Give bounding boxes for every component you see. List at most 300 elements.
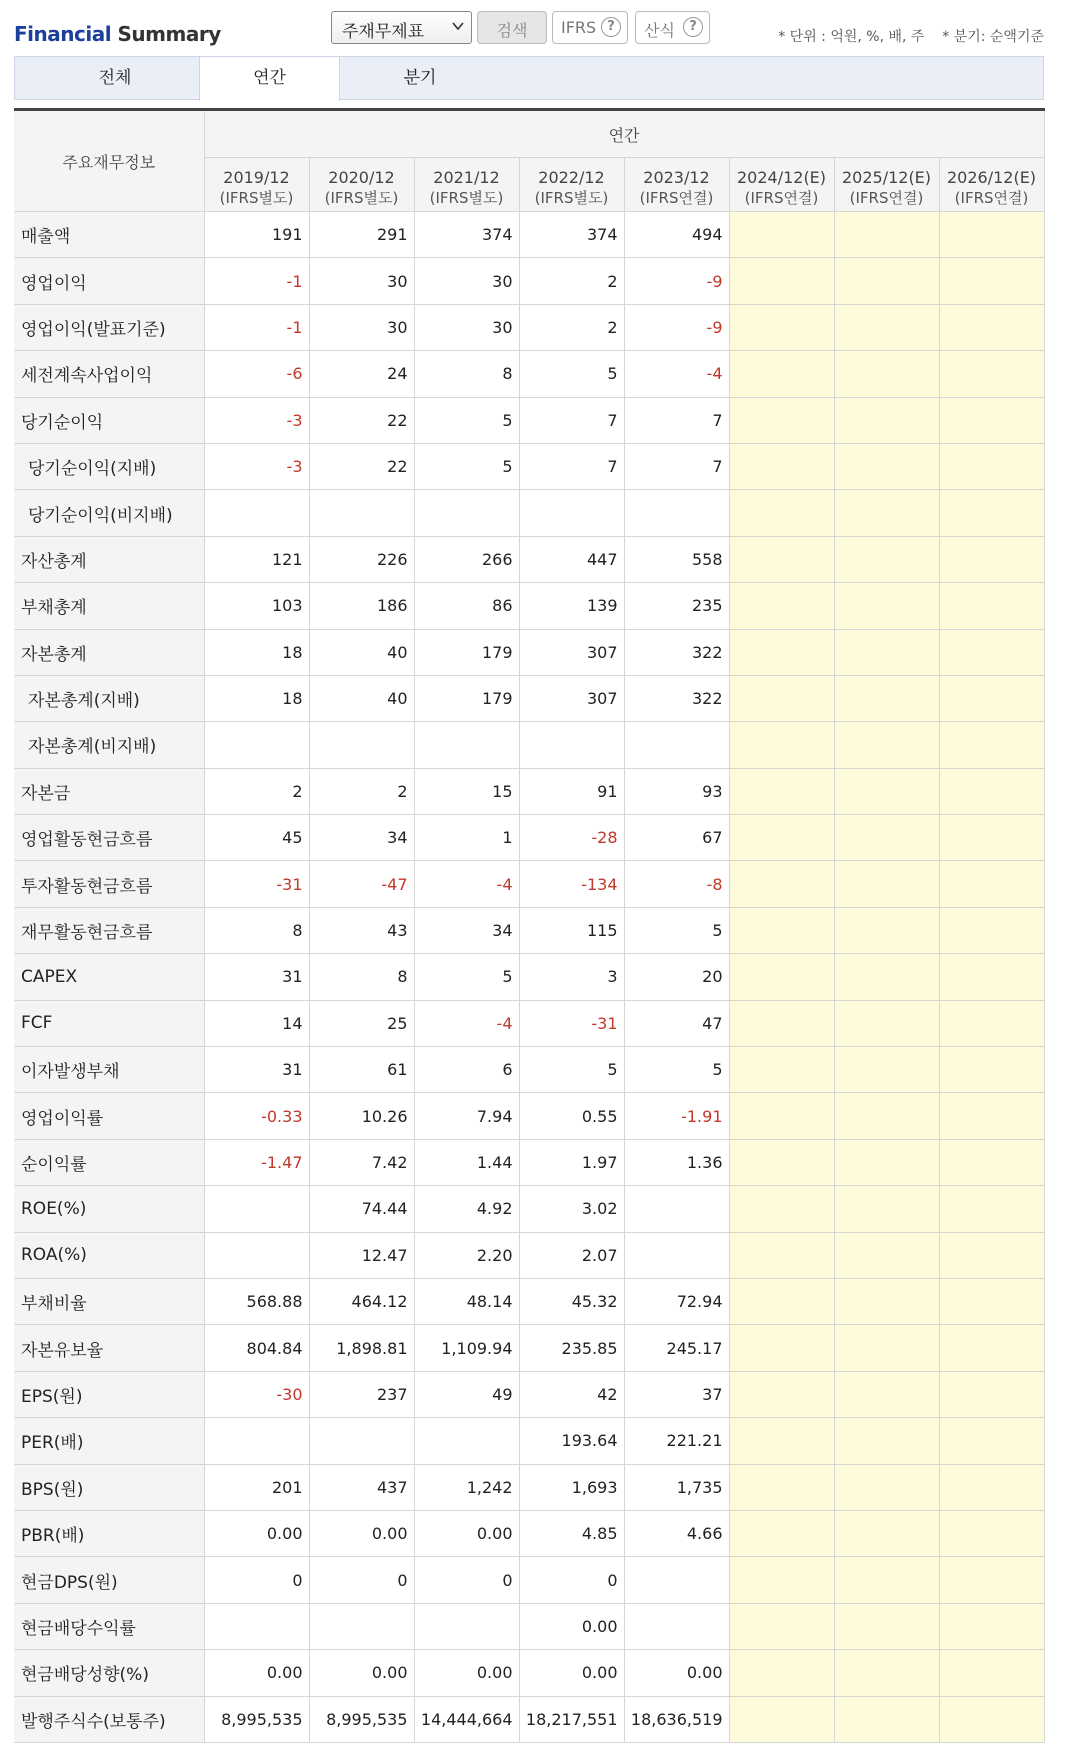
table-cell bbox=[834, 258, 939, 304]
table-cell: 74.44 bbox=[309, 1186, 414, 1232]
table-cell bbox=[519, 722, 624, 768]
table-cell bbox=[834, 304, 939, 350]
table-cell bbox=[204, 1418, 309, 1464]
question-icon: ? bbox=[683, 17, 703, 37]
table-cell bbox=[939, 861, 1044, 907]
table-cell bbox=[834, 1278, 939, 1324]
table-cell: 494 bbox=[624, 212, 729, 258]
table-cell: 4.66 bbox=[624, 1510, 729, 1556]
table-cell: 45.32 bbox=[519, 1278, 624, 1324]
table-row bbox=[14, 1418, 1044, 1464]
table-cell bbox=[729, 490, 834, 536]
table-cell: 0.00 bbox=[519, 1603, 624, 1649]
table-cell bbox=[939, 629, 1044, 675]
header-bar bbox=[14, 8, 1044, 48]
table-cell: 1.97 bbox=[519, 1139, 624, 1185]
table-cell bbox=[624, 722, 729, 768]
table-row bbox=[14, 1371, 1044, 1417]
table-cell bbox=[834, 1696, 939, 1742]
table-cell bbox=[519, 490, 624, 536]
table-cell: 2 bbox=[519, 304, 624, 350]
table-cell bbox=[414, 490, 519, 536]
table-cell: 237 bbox=[309, 1371, 414, 1417]
table-cell bbox=[939, 1278, 1044, 1324]
table-cell: 30 bbox=[309, 258, 414, 304]
table-cell bbox=[939, 397, 1044, 443]
table-cell bbox=[939, 1232, 1044, 1278]
table-cell bbox=[309, 722, 414, 768]
row-label: ROE(%) bbox=[14, 1186, 204, 1232]
table-cell: 0.00 bbox=[309, 1510, 414, 1556]
table-cell bbox=[729, 1418, 834, 1464]
table-cell bbox=[834, 1418, 939, 1464]
table-cell: 5 bbox=[519, 1047, 624, 1093]
table-cell bbox=[729, 629, 834, 675]
table-cell bbox=[204, 722, 309, 768]
table-cell: 42 bbox=[519, 1371, 624, 1417]
table-cell bbox=[414, 722, 519, 768]
table-cell: 186 bbox=[309, 583, 414, 629]
table-cell bbox=[834, 1186, 939, 1232]
table-cell bbox=[939, 768, 1044, 814]
table-cell bbox=[729, 1000, 834, 1046]
table-cell: 31 bbox=[204, 1047, 309, 1093]
table-cell: 291 bbox=[309, 212, 414, 258]
table-cell bbox=[939, 815, 1044, 861]
table-cell: -8 bbox=[624, 861, 729, 907]
row-label: 자본총계(비지배) bbox=[14, 722, 204, 768]
table-cell bbox=[729, 1139, 834, 1185]
table-cell: 226 bbox=[309, 536, 414, 582]
column-basis: (IFRS연결) bbox=[744, 189, 819, 207]
table-cell bbox=[834, 1139, 939, 1185]
table-cell bbox=[729, 954, 834, 1000]
table-cell: 18 bbox=[204, 675, 309, 721]
table-cell bbox=[729, 583, 834, 629]
tab-quarterly[interactable]: 분기 bbox=[403, 68, 437, 88]
table-cell bbox=[939, 907, 1044, 953]
table-cell bbox=[729, 1232, 834, 1278]
table-cell: 1,898.81 bbox=[309, 1325, 414, 1371]
table-row bbox=[14, 212, 1044, 258]
table-row bbox=[14, 351, 1044, 397]
ifrs-button[interactable] bbox=[552, 11, 628, 44]
table-cell: 0.55 bbox=[519, 1093, 624, 1139]
table-cell: 437 bbox=[309, 1464, 414, 1510]
table-cell bbox=[624, 1186, 729, 1232]
table-cell: -1 bbox=[204, 258, 309, 304]
table-cell bbox=[834, 1464, 939, 1510]
table-cell: 8 bbox=[204, 907, 309, 953]
ifrs-label: IFRS bbox=[561, 18, 597, 37]
table-cell: 4.92 bbox=[414, 1186, 519, 1232]
tab-annual[interactable]: 연간 bbox=[199, 57, 340, 101]
column-year: 2026/12(E) bbox=[946, 168, 1037, 187]
table-cell bbox=[834, 815, 939, 861]
table-cell bbox=[729, 815, 834, 861]
table-cell: 14 bbox=[204, 1000, 309, 1046]
table-cell: 86 bbox=[414, 583, 519, 629]
table-row bbox=[14, 536, 1044, 582]
table-row bbox=[14, 443, 1044, 489]
table-cell bbox=[729, 443, 834, 489]
table-cell: 34 bbox=[414, 907, 519, 953]
table-cell: 235 bbox=[624, 583, 729, 629]
table-cell: 14,444,664 bbox=[414, 1696, 519, 1742]
table-cell: 5 bbox=[414, 954, 519, 1000]
table-cell: 7 bbox=[519, 397, 624, 443]
table-cell bbox=[729, 1047, 834, 1093]
table-row bbox=[14, 583, 1044, 629]
table-cell bbox=[729, 397, 834, 443]
table-cell bbox=[939, 583, 1044, 629]
table-cell bbox=[729, 861, 834, 907]
table-cell: 201 bbox=[204, 1464, 309, 1510]
table-cell: 93 bbox=[624, 768, 729, 814]
column-basis: (IFRS연결) bbox=[954, 189, 1029, 207]
table-row bbox=[14, 815, 1044, 861]
table-cell bbox=[834, 1603, 939, 1649]
table-cell: -9 bbox=[624, 304, 729, 350]
table-cell bbox=[729, 1696, 834, 1742]
row-label: 당기순이익(비지배) bbox=[14, 490, 204, 536]
table-cell bbox=[729, 1093, 834, 1139]
period-tabs bbox=[14, 56, 1044, 100]
table-cell bbox=[624, 1557, 729, 1603]
table-cell bbox=[834, 768, 939, 814]
table-body bbox=[14, 212, 1044, 1743]
table-cell: 5 bbox=[414, 397, 519, 443]
row-label: 당기순이익(지배) bbox=[14, 443, 204, 489]
table-cell: 8,995,535 bbox=[309, 1696, 414, 1742]
annual-group-header: 연간 bbox=[204, 110, 1044, 158]
table-cell: 67 bbox=[624, 815, 729, 861]
table-cell: -4 bbox=[414, 861, 519, 907]
chevron-down-icon bbox=[451, 19, 465, 33]
table-cell: 193.64 bbox=[519, 1418, 624, 1464]
title-summary: Summary bbox=[117, 22, 221, 46]
table-cell: -0.33 bbox=[204, 1093, 309, 1139]
table-cell: 15 bbox=[414, 768, 519, 814]
table-cell bbox=[729, 1650, 834, 1696]
table-cell bbox=[939, 212, 1044, 258]
table-cell bbox=[834, 212, 939, 258]
table-cell bbox=[204, 1603, 309, 1649]
statement-type-value: 주재무제표 bbox=[342, 22, 425, 42]
table-row bbox=[14, 722, 1044, 768]
table-cell: 8 bbox=[309, 954, 414, 1000]
table-cell bbox=[729, 1186, 834, 1232]
table-cell bbox=[729, 258, 834, 304]
table-cell bbox=[939, 675, 1044, 721]
row-label: BPS(원) bbox=[14, 1464, 204, 1510]
table-cell: 266 bbox=[414, 536, 519, 582]
column-year: 2020/12 bbox=[328, 168, 395, 187]
table-cell: -30 bbox=[204, 1371, 309, 1417]
table-cell bbox=[834, 490, 939, 536]
table-cell bbox=[939, 1510, 1044, 1556]
row-label: PBR(배) bbox=[14, 1510, 204, 1556]
table-row bbox=[14, 954, 1044, 1000]
table-cell: -28 bbox=[519, 815, 624, 861]
table-cell bbox=[939, 304, 1044, 350]
table-cell: 7.94 bbox=[414, 1093, 519, 1139]
table-cell: 18,636,519 bbox=[624, 1696, 729, 1742]
table-cell bbox=[729, 1510, 834, 1556]
table-cell: 91 bbox=[519, 768, 624, 814]
table-cell: -4 bbox=[414, 1000, 519, 1046]
column-header bbox=[204, 158, 309, 212]
column-basis: (IFRS별도) bbox=[324, 189, 399, 207]
row-label: PER(배) bbox=[14, 1418, 204, 1464]
table-cell: -9 bbox=[624, 258, 729, 304]
table-cell bbox=[834, 629, 939, 675]
table-cell: 221.21 bbox=[624, 1418, 729, 1464]
table-cell: 31 bbox=[204, 954, 309, 1000]
row-label: 투자활동현금흐름 bbox=[14, 861, 204, 907]
row-label: 현금배당성향(%) bbox=[14, 1650, 204, 1696]
units-note: * 단위 : 억원, %, 배, 주 * 분기: 순액기준 bbox=[778, 29, 1044, 45]
table-row bbox=[14, 1186, 1044, 1232]
table-cell: -1 bbox=[204, 304, 309, 350]
table-cell: 191 bbox=[204, 212, 309, 258]
table-cell bbox=[729, 675, 834, 721]
table-cell: 0.00 bbox=[309, 1650, 414, 1696]
table-cell: 12.47 bbox=[309, 1232, 414, 1278]
row-label: 자본금 bbox=[14, 768, 204, 814]
table-row bbox=[14, 1325, 1044, 1371]
table-cell bbox=[834, 1000, 939, 1046]
table-cell: 0 bbox=[519, 1557, 624, 1603]
table-cell bbox=[939, 1093, 1044, 1139]
table-cell bbox=[729, 304, 834, 350]
table-cell bbox=[834, 1650, 939, 1696]
table-cell: 322 bbox=[624, 629, 729, 675]
row-label: 영업이익 bbox=[14, 258, 204, 304]
title-financial: Financial bbox=[14, 22, 112, 46]
table-cell: 7 bbox=[624, 443, 729, 489]
table-cell bbox=[834, 861, 939, 907]
table-cell: 47 bbox=[624, 1000, 729, 1046]
table-cell: 3.02 bbox=[519, 1186, 624, 1232]
table-cell: 61 bbox=[309, 1047, 414, 1093]
table-cell: 40 bbox=[309, 675, 414, 721]
table-cell bbox=[939, 536, 1044, 582]
row-label: 이자발생부채 bbox=[14, 1047, 204, 1093]
formula-label: 산식 bbox=[644, 21, 675, 40]
table-cell bbox=[939, 443, 1044, 489]
table-cell: 0 bbox=[204, 1557, 309, 1603]
table-cell bbox=[939, 954, 1044, 1000]
table-cell: 2 bbox=[309, 768, 414, 814]
table-cell bbox=[939, 1047, 1044, 1093]
table-cell bbox=[834, 583, 939, 629]
table-cell: 7.42 bbox=[309, 1139, 414, 1185]
column-year: 2022/12 bbox=[538, 168, 605, 187]
table-row bbox=[14, 1278, 1044, 1324]
table-cell: 18,217,551 bbox=[519, 1696, 624, 1742]
table-row bbox=[14, 1464, 1044, 1510]
table-cell: 2 bbox=[519, 258, 624, 304]
table-cell bbox=[834, 443, 939, 489]
table-cell: 7 bbox=[624, 397, 729, 443]
formula-button[interactable] bbox=[635, 11, 710, 44]
column-header bbox=[414, 158, 519, 212]
table-cell: 25 bbox=[309, 1000, 414, 1046]
table-cell bbox=[834, 1047, 939, 1093]
corner-header: 주요재무정보 bbox=[14, 110, 204, 212]
column-header bbox=[519, 158, 624, 212]
tab-all[interactable]: 전체 bbox=[98, 68, 132, 88]
table-cell: 374 bbox=[414, 212, 519, 258]
table-cell: 0.00 bbox=[204, 1650, 309, 1696]
table-cell: 558 bbox=[624, 536, 729, 582]
table-cell bbox=[624, 1232, 729, 1278]
table-cell: 103 bbox=[204, 583, 309, 629]
table-cell: 18 bbox=[204, 629, 309, 675]
financial-table bbox=[14, 108, 1045, 1743]
table-cell: 8,995,535 bbox=[204, 1696, 309, 1742]
table-cell: 22 bbox=[309, 397, 414, 443]
table-row bbox=[14, 629, 1044, 675]
table-cell: 30 bbox=[309, 304, 414, 350]
column-header bbox=[939, 158, 1044, 212]
table-cell: 307 bbox=[519, 675, 624, 721]
row-label: 발행주식수(보통주) bbox=[14, 1696, 204, 1742]
table-cell: 5 bbox=[414, 443, 519, 489]
table-cell bbox=[414, 1418, 519, 1464]
table-cell: 1.36 bbox=[624, 1139, 729, 1185]
table-cell: 0.00 bbox=[414, 1650, 519, 1696]
row-label: 자본총계(지배) bbox=[14, 675, 204, 721]
table-cell bbox=[834, 1371, 939, 1417]
table-cell: 3 bbox=[519, 954, 624, 1000]
table-cell bbox=[834, 1510, 939, 1556]
table-cell bbox=[834, 1093, 939, 1139]
table-row bbox=[14, 675, 1044, 721]
table-cell: 6 bbox=[414, 1047, 519, 1093]
table-cell: -4 bbox=[624, 351, 729, 397]
table-cell: 179 bbox=[414, 675, 519, 721]
table-row bbox=[14, 768, 1044, 814]
page-title bbox=[14, 22, 221, 46]
table-row bbox=[14, 397, 1044, 443]
table-row bbox=[14, 304, 1044, 350]
table-cell bbox=[939, 1418, 1044, 1464]
table-cell: 5 bbox=[519, 351, 624, 397]
column-basis: (IFRS연결) bbox=[849, 189, 924, 207]
table-cell: 464.12 bbox=[309, 1278, 414, 1324]
table-cell bbox=[309, 1418, 414, 1464]
table-cell: 804.84 bbox=[204, 1325, 309, 1371]
row-label: 영업이익(발표기준) bbox=[14, 304, 204, 350]
table-cell: 2.07 bbox=[519, 1232, 624, 1278]
table-cell: 0 bbox=[309, 1557, 414, 1603]
table-cell: 1,242 bbox=[414, 1464, 519, 1510]
table-cell bbox=[729, 768, 834, 814]
table-cell bbox=[834, 351, 939, 397]
table-cell: 1 bbox=[414, 815, 519, 861]
statement-type-select[interactable] bbox=[331, 11, 472, 44]
table-row bbox=[14, 1696, 1044, 1742]
table-cell: 568.88 bbox=[204, 1278, 309, 1324]
column-basis: (IFRS연결) bbox=[639, 189, 714, 207]
table-cell bbox=[939, 351, 1044, 397]
row-label: 현금DPS(원) bbox=[14, 1557, 204, 1603]
table-cell bbox=[834, 536, 939, 582]
table-cell: 179 bbox=[414, 629, 519, 675]
table-cell bbox=[309, 1603, 414, 1649]
table-cell: 1,109.94 bbox=[414, 1325, 519, 1371]
table-cell: 0.00 bbox=[414, 1510, 519, 1556]
table-cell: 307 bbox=[519, 629, 624, 675]
row-label: 부채비율 bbox=[14, 1278, 204, 1324]
table-cell: 0.00 bbox=[519, 1650, 624, 1696]
table-cell bbox=[939, 1650, 1044, 1696]
table-cell bbox=[939, 1186, 1044, 1232]
table-cell: 20 bbox=[624, 954, 729, 1000]
row-label: 현금배당수익률 bbox=[14, 1603, 204, 1649]
table-cell: 40 bbox=[309, 629, 414, 675]
table-cell bbox=[729, 1557, 834, 1603]
table-cell bbox=[204, 490, 309, 536]
table-cell bbox=[939, 1464, 1044, 1510]
column-header bbox=[729, 158, 834, 212]
table-cell bbox=[939, 258, 1044, 304]
table-row bbox=[14, 1047, 1044, 1093]
table-cell: 5 bbox=[624, 1047, 729, 1093]
table-cell: -134 bbox=[519, 861, 624, 907]
table-row bbox=[14, 258, 1044, 304]
column-year: 2024/12(E) bbox=[736, 168, 827, 187]
row-label: FCF bbox=[14, 1000, 204, 1046]
table-cell: 30 bbox=[414, 304, 519, 350]
table-cell bbox=[834, 722, 939, 768]
search-button[interactable]: 검색 bbox=[477, 11, 547, 44]
table-cell bbox=[729, 1371, 834, 1417]
table-row bbox=[14, 1603, 1044, 1649]
table-cell bbox=[729, 536, 834, 582]
table-cell: -3 bbox=[204, 397, 309, 443]
column-basis: (IFRS별도) bbox=[534, 189, 609, 207]
table-row bbox=[14, 490, 1044, 536]
table-cell: 8 bbox=[414, 351, 519, 397]
table-row bbox=[14, 1000, 1044, 1046]
table-cell: 45 bbox=[204, 815, 309, 861]
table-cell bbox=[939, 1325, 1044, 1371]
table-cell: 0.00 bbox=[204, 1510, 309, 1556]
table-row bbox=[14, 1650, 1044, 1696]
table-cell bbox=[939, 1603, 1044, 1649]
table-cell bbox=[729, 1464, 834, 1510]
table-cell bbox=[834, 1232, 939, 1278]
row-label: 순이익률 bbox=[14, 1139, 204, 1185]
table-cell bbox=[624, 490, 729, 536]
table-cell bbox=[939, 1139, 1044, 1185]
column-year: 2019/12 bbox=[223, 168, 290, 187]
table-cell: 139 bbox=[519, 583, 624, 629]
column-header bbox=[624, 158, 729, 212]
table-cell: 0 bbox=[414, 1557, 519, 1603]
table-cell: 4.85 bbox=[519, 1510, 624, 1556]
table-cell bbox=[204, 1186, 309, 1232]
table-cell: 37 bbox=[624, 1371, 729, 1417]
table-cell bbox=[414, 1603, 519, 1649]
row-label: 영업이익률 bbox=[14, 1093, 204, 1139]
table-row bbox=[14, 1510, 1044, 1556]
table-cell bbox=[939, 722, 1044, 768]
question-icon: ? bbox=[601, 17, 621, 37]
